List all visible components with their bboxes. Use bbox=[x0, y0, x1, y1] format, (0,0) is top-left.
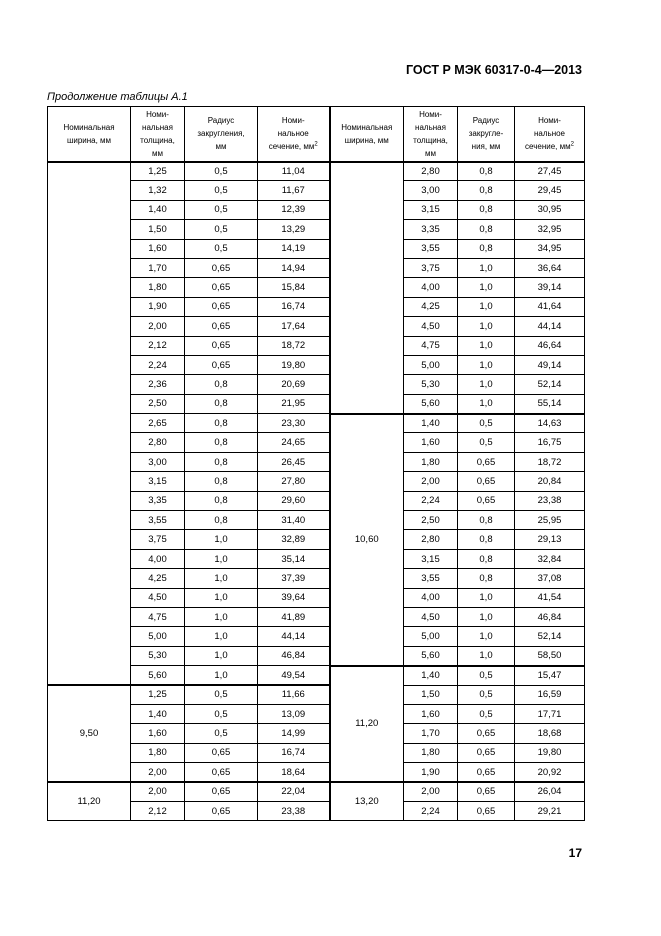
radius-cell: 0,65 bbox=[458, 491, 515, 510]
radius-cell: 0,5 bbox=[458, 666, 515, 685]
section-cell: 41,89 bbox=[258, 607, 330, 626]
header-line: закругления, bbox=[197, 129, 245, 139]
radius-cell: 1,0 bbox=[458, 607, 515, 626]
superscript: 2 bbox=[314, 141, 318, 148]
radius-cell: 0,65 bbox=[458, 452, 515, 471]
thickness-cell: 4,75 bbox=[404, 336, 458, 355]
radius-cell: 0,65 bbox=[458, 724, 515, 743]
section-cell: 55,14 bbox=[515, 394, 585, 413]
radius-cell: 1,0 bbox=[185, 607, 258, 626]
radius-cell: 0,5 bbox=[185, 724, 258, 743]
section-cell: 26,04 bbox=[515, 782, 585, 801]
section-cell: 37,08 bbox=[515, 569, 585, 588]
thickness-cell: 3,75 bbox=[131, 530, 185, 549]
radius-cell: 1,0 bbox=[458, 627, 515, 646]
thickness-cell: 5,60 bbox=[404, 646, 458, 665]
radius-cell: 0,65 bbox=[458, 801, 515, 820]
header-line: Номинальная bbox=[63, 122, 115, 132]
thickness-cell: 2,36 bbox=[131, 375, 185, 394]
thickness-cell: 2,00 bbox=[131, 317, 185, 336]
width-cell bbox=[48, 162, 131, 686]
thickness-cell: 2,24 bbox=[404, 491, 458, 510]
width-cell: 11,20 bbox=[330, 666, 404, 782]
radius-cell: 1,0 bbox=[458, 588, 515, 607]
thickness-cell: 1,70 bbox=[131, 258, 185, 277]
thickness-cell: 2,80 bbox=[404, 530, 458, 549]
header-line: мм bbox=[152, 148, 163, 158]
radius-cell: 0,8 bbox=[185, 511, 258, 530]
header-line: толщина, bbox=[140, 135, 175, 145]
thickness-cell: 1,40 bbox=[131, 200, 185, 219]
thickness-cell: 5,60 bbox=[404, 394, 458, 413]
table-row bbox=[48, 782, 585, 801]
thickness-cell: 2,50 bbox=[404, 511, 458, 530]
section-cell: 23,30 bbox=[258, 414, 330, 433]
section-cell: 18,64 bbox=[258, 763, 330, 782]
section-cell: 29,13 bbox=[515, 530, 585, 549]
section-cell: 20,92 bbox=[515, 763, 585, 782]
thickness-cell: 5,00 bbox=[404, 355, 458, 374]
section-cell: 12,39 bbox=[258, 200, 330, 219]
header-width-left bbox=[48, 107, 131, 162]
section-cell: 52,14 bbox=[515, 375, 585, 394]
thickness-cell: 3,00 bbox=[404, 181, 458, 200]
radius-cell: 0,5 bbox=[185, 200, 258, 219]
section-cell: 22,04 bbox=[258, 782, 330, 801]
header-section-right bbox=[515, 107, 585, 162]
radius-cell: 0,65 bbox=[185, 763, 258, 782]
thickness-cell: 2,24 bbox=[404, 801, 458, 820]
header-line: сечение, мм bbox=[268, 142, 315, 152]
radius-cell: 1,0 bbox=[185, 666, 258, 685]
radius-cell: 0,65 bbox=[185, 782, 258, 801]
header-line: сечение, мм bbox=[525, 142, 571, 152]
section-cell: 29,45 bbox=[515, 181, 585, 200]
section-cell: 20,69 bbox=[258, 375, 330, 394]
section-cell: 13,09 bbox=[258, 704, 330, 723]
thickness-cell: 3,35 bbox=[404, 220, 458, 239]
thickness-cell: 4,50 bbox=[131, 588, 185, 607]
radius-cell: 0,5 bbox=[185, 220, 258, 239]
section-cell: 19,80 bbox=[258, 355, 330, 374]
radius-cell: 1,0 bbox=[458, 336, 515, 355]
radius-cell: 0,65 bbox=[185, 278, 258, 297]
section-cell: 14,94 bbox=[258, 258, 330, 277]
thickness-cell: 1,90 bbox=[131, 297, 185, 316]
section-cell: 19,80 bbox=[515, 743, 585, 762]
radius-cell: 0,65 bbox=[185, 355, 258, 374]
thickness-cell: 1,40 bbox=[131, 704, 185, 723]
radius-cell: 0,8 bbox=[458, 181, 515, 200]
section-cell: 15,47 bbox=[515, 666, 585, 685]
section-cell: 15,84 bbox=[258, 278, 330, 297]
section-cell: 11,04 bbox=[258, 162, 330, 181]
radius-cell: 1,0 bbox=[458, 394, 515, 413]
section-cell: 26,45 bbox=[258, 452, 330, 471]
radius-cell: 0,8 bbox=[458, 530, 515, 549]
radius-cell: 1,0 bbox=[185, 646, 258, 665]
thickness-cell: 3,55 bbox=[131, 511, 185, 530]
thickness-cell: 2,80 bbox=[131, 433, 185, 452]
radius-cell: 1,0 bbox=[458, 646, 515, 665]
thickness-cell: 2,12 bbox=[131, 336, 185, 355]
thickness-cell: 1,50 bbox=[404, 685, 458, 704]
thickness-cell: 1,40 bbox=[404, 666, 458, 685]
thickness-cell: 1,80 bbox=[404, 452, 458, 471]
radius-cell: 1,0 bbox=[458, 317, 515, 336]
radius-cell: 0,65 bbox=[458, 782, 515, 801]
page-number: 17 bbox=[568, 846, 582, 860]
thickness-cell: 3,55 bbox=[404, 239, 458, 258]
thickness-cell: 2,65 bbox=[131, 414, 185, 433]
header-line: ширина, мм bbox=[66, 135, 112, 145]
radius-cell: 0,65 bbox=[185, 297, 258, 316]
thickness-cell: 2,50 bbox=[131, 394, 185, 413]
section-cell: 49,14 bbox=[515, 355, 585, 374]
thickness-cell: 1,25 bbox=[131, 162, 185, 181]
thickness-cell: 1,70 bbox=[404, 724, 458, 743]
header-width-right bbox=[330, 107, 404, 162]
thickness-cell: 2,00 bbox=[131, 763, 185, 782]
dimensions-table bbox=[47, 106, 585, 821]
header-line: нальная bbox=[142, 122, 173, 132]
radius-cell: 0,8 bbox=[458, 162, 515, 181]
radius-cell: 0,8 bbox=[458, 549, 515, 568]
header-line: ния, мм bbox=[471, 142, 501, 152]
section-cell: 16,75 bbox=[515, 433, 585, 452]
radius-cell: 0,5 bbox=[185, 162, 258, 181]
section-cell: 11,67 bbox=[258, 181, 330, 200]
thickness-cell: 4,50 bbox=[404, 607, 458, 626]
section-cell: 52,14 bbox=[515, 627, 585, 646]
section-cell: 44,14 bbox=[515, 317, 585, 336]
radius-cell: 0,8 bbox=[458, 220, 515, 239]
section-cell: 11,66 bbox=[258, 685, 330, 704]
thickness-cell: 4,00 bbox=[404, 278, 458, 297]
thickness-cell: 1,90 bbox=[404, 763, 458, 782]
section-cell: 44,14 bbox=[258, 627, 330, 646]
section-cell: 13,29 bbox=[258, 220, 330, 239]
radius-cell: 0,65 bbox=[458, 743, 515, 762]
section-cell: 23,38 bbox=[258, 801, 330, 820]
radius-cell: 1,0 bbox=[458, 375, 515, 394]
section-cell: 58,50 bbox=[515, 646, 585, 665]
section-cell: 29,21 bbox=[515, 801, 585, 820]
header-line: Номи- bbox=[538, 116, 561, 126]
radius-cell: 0,5 bbox=[458, 414, 515, 433]
section-cell: 16,59 bbox=[515, 685, 585, 704]
radius-cell: 0,8 bbox=[458, 200, 515, 219]
width-cell: 9,50 bbox=[48, 685, 131, 782]
section-cell: 17,64 bbox=[258, 317, 330, 336]
header-line: закругле- bbox=[468, 129, 504, 139]
radius-cell: 0,65 bbox=[185, 317, 258, 336]
width-cell: 10,60 bbox=[330, 414, 404, 666]
thickness-cell: 1,80 bbox=[131, 278, 185, 297]
radius-cell: 0,65 bbox=[185, 743, 258, 762]
thickness-cell: 4,75 bbox=[131, 607, 185, 626]
section-cell: 35,14 bbox=[258, 549, 330, 568]
radius-cell: 0,8 bbox=[185, 452, 258, 471]
thickness-cell: 2,24 bbox=[131, 355, 185, 374]
thickness-cell: 3,15 bbox=[404, 200, 458, 219]
section-cell: 23,38 bbox=[515, 491, 585, 510]
thickness-cell: 1,60 bbox=[404, 433, 458, 452]
header-thickness-left bbox=[131, 107, 185, 162]
radius-cell: 0,5 bbox=[185, 239, 258, 258]
section-cell: 46,84 bbox=[258, 646, 330, 665]
radius-cell: 0,8 bbox=[185, 491, 258, 510]
thickness-cell: 1,32 bbox=[131, 181, 185, 200]
thickness-cell: 5,30 bbox=[131, 646, 185, 665]
section-cell: 31,40 bbox=[258, 511, 330, 530]
radius-cell: 1,0 bbox=[185, 549, 258, 568]
section-cell: 27,80 bbox=[258, 472, 330, 491]
thickness-cell: 3,55 bbox=[404, 569, 458, 588]
thickness-cell: 4,50 bbox=[404, 317, 458, 336]
thickness-cell: 2,80 bbox=[404, 162, 458, 181]
section-cell: 16,74 bbox=[258, 743, 330, 762]
section-cell: 18,68 bbox=[515, 724, 585, 743]
width-cell: 13,20 bbox=[330, 782, 404, 821]
thickness-cell: 4,25 bbox=[404, 297, 458, 316]
header-line: толщина, bbox=[413, 135, 448, 145]
section-cell: 21,95 bbox=[258, 394, 330, 413]
radius-cell: 1,0 bbox=[185, 569, 258, 588]
radius-cell: 0,5 bbox=[185, 181, 258, 200]
radius-cell: 0,8 bbox=[458, 239, 515, 258]
radius-cell: 0,8 bbox=[185, 433, 258, 452]
radius-cell: 1,0 bbox=[458, 355, 515, 374]
section-cell: 34,95 bbox=[515, 239, 585, 258]
thickness-cell: 1,50 bbox=[131, 220, 185, 239]
radius-cell: 0,65 bbox=[185, 336, 258, 355]
table-body bbox=[48, 162, 585, 821]
header-section-left bbox=[258, 107, 330, 162]
radius-cell: 0,8 bbox=[458, 569, 515, 588]
header-line: Номи- bbox=[281, 116, 305, 126]
section-cell: 14,99 bbox=[258, 724, 330, 743]
thickness-cell: 4,00 bbox=[131, 549, 185, 568]
section-cell: 30,95 bbox=[515, 200, 585, 219]
document-title: ГОСТ Р МЭК 60317-0-4—2013 bbox=[406, 63, 582, 77]
section-cell: 18,72 bbox=[515, 452, 585, 471]
section-cell: 37,39 bbox=[258, 569, 330, 588]
radius-cell: 0,8 bbox=[185, 472, 258, 491]
radius-cell: 1,0 bbox=[185, 588, 258, 607]
radius-cell: 0,8 bbox=[185, 375, 258, 394]
thickness-cell: 3,15 bbox=[404, 549, 458, 568]
header-line: мм bbox=[425, 148, 436, 158]
section-cell: 25,95 bbox=[515, 511, 585, 530]
header-radius-right bbox=[458, 107, 515, 162]
radius-cell: 1,0 bbox=[458, 297, 515, 316]
thickness-cell: 2,00 bbox=[404, 782, 458, 801]
thickness-cell: 1,80 bbox=[404, 743, 458, 762]
header-line: Номи- bbox=[419, 109, 442, 119]
thickness-cell: 4,25 bbox=[131, 569, 185, 588]
radius-cell: 0,65 bbox=[458, 763, 515, 782]
header-line: нальное bbox=[533, 129, 566, 139]
thickness-cell: 5,30 bbox=[404, 375, 458, 394]
section-cell: 20,84 bbox=[515, 472, 585, 491]
thickness-cell: 5,00 bbox=[131, 627, 185, 646]
radius-cell: 0,5 bbox=[185, 685, 258, 704]
header-line: Номинальная bbox=[341, 122, 393, 132]
header-line: нальная bbox=[415, 122, 446, 132]
section-cell: 16,74 bbox=[258, 297, 330, 316]
thickness-cell: 3,00 bbox=[131, 452, 185, 471]
section-cell: 41,64 bbox=[515, 297, 585, 316]
thickness-cell: 1,40 bbox=[404, 414, 458, 433]
radius-cell: 0,8 bbox=[185, 414, 258, 433]
header-line: Номи- bbox=[146, 109, 169, 119]
radius-cell: 0,5 bbox=[185, 704, 258, 723]
radius-cell: 0,5 bbox=[458, 704, 515, 723]
section-cell: 29,60 bbox=[258, 491, 330, 510]
section-cell: 27,45 bbox=[515, 162, 585, 181]
radius-cell: 1,0 bbox=[185, 627, 258, 646]
thickness-cell: 1,25 bbox=[131, 685, 185, 704]
radius-cell: 1,0 bbox=[458, 258, 515, 277]
table-row bbox=[48, 685, 585, 704]
section-cell: 46,64 bbox=[515, 336, 585, 355]
section-cell: 18,72 bbox=[258, 336, 330, 355]
thickness-cell: 1,60 bbox=[131, 239, 185, 258]
section-cell: 14,63 bbox=[515, 414, 585, 433]
thickness-cell: 1,60 bbox=[404, 704, 458, 723]
table-caption: Продолжение таблицы А.1 bbox=[47, 91, 188, 103]
section-cell: 49,54 bbox=[258, 666, 330, 685]
section-cell: 32,95 bbox=[515, 220, 585, 239]
thickness-cell: 1,80 bbox=[131, 743, 185, 762]
radius-cell: 1,0 bbox=[185, 530, 258, 549]
section-cell: 39,64 bbox=[258, 588, 330, 607]
radius-cell: 0,5 bbox=[458, 433, 515, 452]
thickness-cell: 4,00 bbox=[404, 588, 458, 607]
radius-cell: 0,65 bbox=[185, 258, 258, 277]
header-line: Радиус bbox=[472, 116, 500, 126]
table-row bbox=[48, 162, 585, 181]
thickness-cell: 2,12 bbox=[131, 801, 185, 820]
section-cell: 17,71 bbox=[515, 704, 585, 723]
header-line: Радиус bbox=[207, 116, 235, 126]
section-cell: 41,54 bbox=[515, 588, 585, 607]
thickness-cell: 5,60 bbox=[131, 666, 185, 685]
width-cell bbox=[330, 162, 404, 414]
radius-cell: 0,65 bbox=[185, 801, 258, 820]
thickness-cell: 3,15 bbox=[131, 472, 185, 491]
thickness-cell: 2,00 bbox=[131, 782, 185, 801]
thickness-cell: 2,00 bbox=[404, 472, 458, 491]
header-line: ширина, мм bbox=[344, 135, 389, 145]
section-cell: 39,14 bbox=[515, 278, 585, 297]
section-cell: 14,19 bbox=[258, 239, 330, 258]
thickness-cell: 5,00 bbox=[404, 627, 458, 646]
radius-cell: 0,8 bbox=[185, 394, 258, 413]
section-cell: 36,64 bbox=[515, 258, 585, 277]
superscript: 2 bbox=[570, 141, 574, 148]
header-line: нальное bbox=[277, 129, 309, 139]
header-line: мм bbox=[215, 142, 227, 152]
thickness-cell: 1,60 bbox=[131, 724, 185, 743]
radius-cell: 0,8 bbox=[458, 511, 515, 530]
section-cell: 32,89 bbox=[258, 530, 330, 549]
section-cell: 46,84 bbox=[515, 607, 585, 626]
section-cell: 32,84 bbox=[515, 549, 585, 568]
radius-cell: 1,0 bbox=[458, 278, 515, 297]
thickness-cell: 3,35 bbox=[131, 491, 185, 510]
radius-cell: 0,65 bbox=[458, 472, 515, 491]
header-radius-left bbox=[185, 107, 258, 162]
width-cell: 11,20 bbox=[48, 782, 131, 821]
header-thickness-right bbox=[404, 107, 458, 162]
thickness-cell: 3,75 bbox=[404, 258, 458, 277]
radius-cell: 0,5 bbox=[458, 685, 515, 704]
section-cell: 24,65 bbox=[258, 433, 330, 452]
